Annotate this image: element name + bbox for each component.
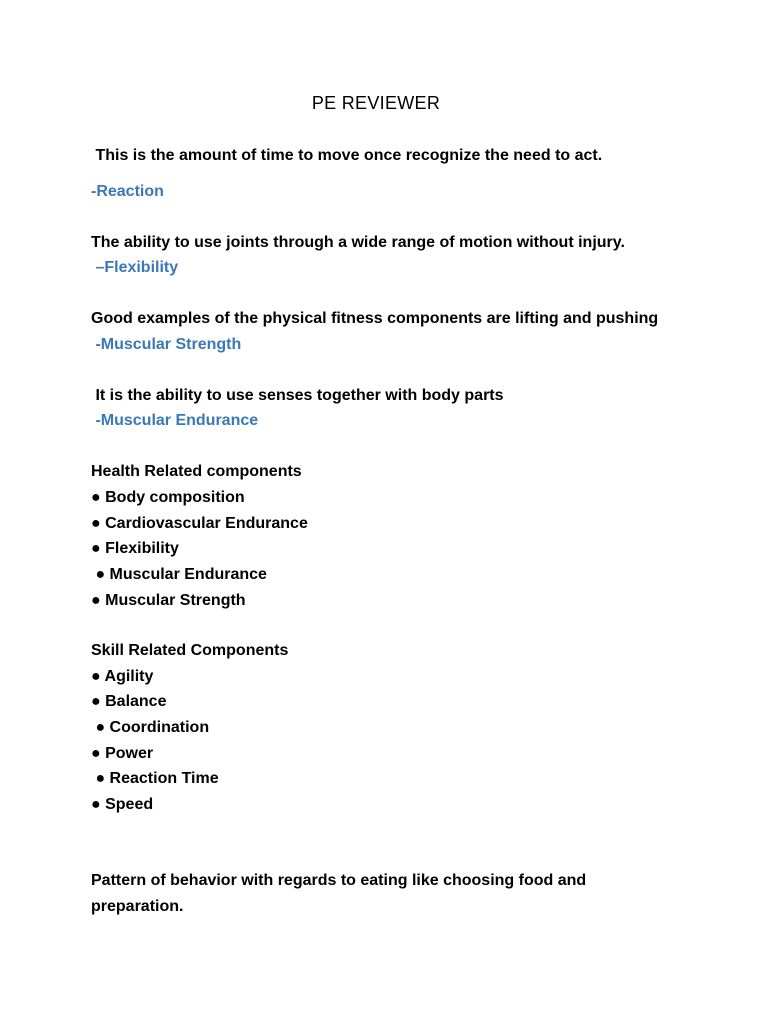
health-item: ● Cardiovascular Endurance: [91, 515, 308, 532]
health-item: ● Muscular Strength: [91, 592, 246, 609]
skill-item: ● Coordination: [91, 719, 210, 736]
skill-item: ● Balance: [91, 693, 167, 710]
health-item: ● Flexibility: [91, 540, 179, 557]
question-1: This is the amount of time to move once recognize the need to act.: [91, 147, 603, 164]
health-item: ● Body composition: [91, 489, 245, 506]
closing-line-1: Pattern of behavior with regards to eating like choosing food and: [91, 872, 587, 889]
answer-3: -Muscular Strength: [91, 336, 242, 353]
answer-1: -Reaction: [91, 183, 164, 200]
closing-line-2: preparation.: [91, 898, 184, 915]
skill-item: ● Reaction Time: [91, 770, 219, 787]
question-4: It is the ability to use senses together with body parts: [91, 387, 504, 404]
skill-heading: Skill Related Components: [91, 642, 289, 659]
question-2: The ability to use joints through a wide range of motion without injury.: [91, 234, 625, 251]
skill-item: ● Agility: [91, 668, 154, 685]
answer-2: –Flexibility: [91, 259, 179, 276]
answer-4: -Muscular Endurance: [91, 412, 259, 429]
question-3: Good examples of the physical fitness components are lifting and pushing: [91, 310, 659, 327]
page-title: PE REVIEWER: [311, 93, 441, 113]
skill-item: ● Speed: [91, 796, 154, 813]
health-item: ● Muscular Endurance: [91, 566, 267, 583]
skill-item: ● Power: [91, 745, 154, 762]
health-heading: Health Related components: [91, 463, 302, 480]
